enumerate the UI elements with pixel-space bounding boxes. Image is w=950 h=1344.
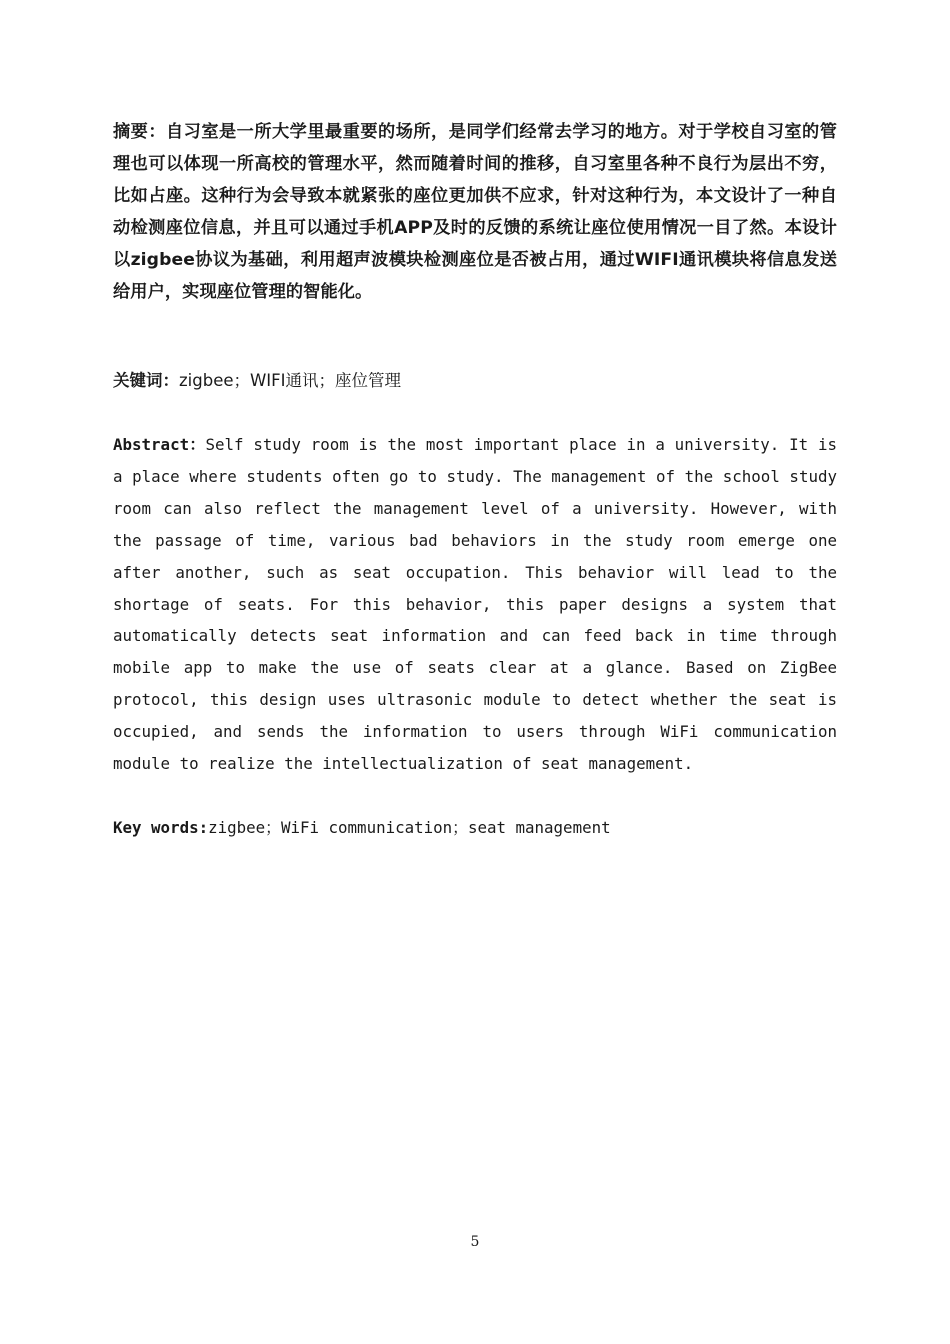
- chinese-keywords-text: zigbee；WIFI通讯；座位管理: [179, 371, 402, 390]
- page-number: 5: [470, 1234, 480, 1250]
- english-abstract-text: Self study room is the most important place in a university. It is a place where students often go to study. The management of the school study room can also reflect the management level of a university. However, with the passage of time, various bad behaviors in the study room emerge one after another, such as seat occupation. This behavior will lead to the shortage of seats. For this behavior, this paper designs a system that automatically detects seat information and can feed back in time through mobile app to make the use of seats clear at a glance. Based on ZigBee protocol, this design uses ultrasonic module to detect whether the seat is occupied, and sends the information to users through WiFi communication module to realize the intellectualization of seat management.: [113, 435, 837, 774]
- english-keywords-text: zigbee；WiFi communication；seat management: [208, 818, 611, 837]
- chinese-abstract-label: 摘要：: [113, 122, 167, 142]
- chinese-keywords-label: 关键词：: [113, 371, 179, 390]
- chinese-abstract-text: 自习室是一所大学里最重要的场所，是同学们经常去学习的地方。对于学校自习室的管理也可以体现一所高校的管理水平，然而随着时间的推移，自习室里各种不良行为层出不穷，比如占座。这种行为会导致本就紧张的座位更加供不应求，针对这种行为，本文设计了一种自动检测座位信息，并且可以通过手机APP及时的反馈的系统让座位使用情况一目了然。本设计以zigbee协议为基础，利用超声波模块检测座位是否被占用，通过WIFI通讯模块将信息发送给用户，实现座位管理的智能化。: [113, 122, 837, 302]
- english-keywords: [113, 815, 837, 841]
- chinese-abstract: [113, 116, 837, 308]
- chinese-keywords: [113, 368, 837, 394]
- english-keywords-label: Key words:: [113, 818, 209, 837]
- english-abstract: [113, 429, 837, 780]
- english-abstract-label: Abstract：: [113, 435, 206, 454]
